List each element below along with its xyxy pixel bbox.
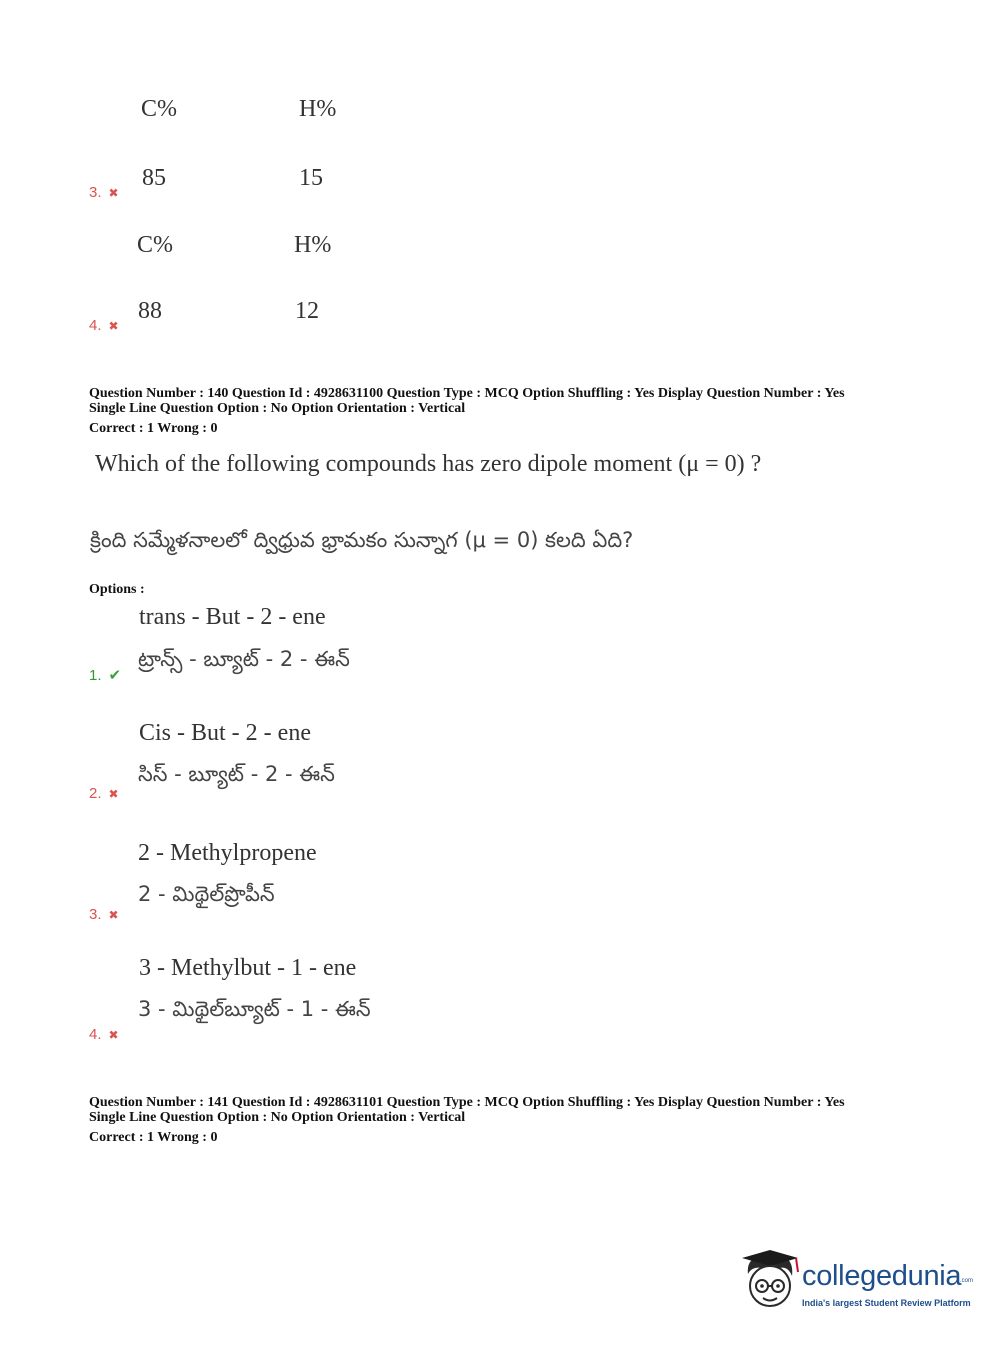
q140-option-4-marker: [89, 1026, 119, 1044]
q140-option-4-te: 3 - మిథైల్‌బ్యూట్ - 1 - ఈన్: [138, 997, 371, 1021]
q140-option-2-te: సిస్ - బ్యూట్ - 2 - ఈన్: [138, 762, 335, 786]
q140-meta-line1: Question Number : 140 Question Id : 4928631100 Question Type : MCQ Option Shuffling : Yes Display Question Number : Yes: [89, 386, 845, 401]
option-4-marker: [89, 317, 119, 335]
option-4-value-c: 88: [138, 298, 162, 324]
q140-option-1-marker: [89, 666, 121, 685]
logo-suffix: .com: [960, 1278, 974, 1284]
option-3-value-h: 15: [299, 165, 323, 191]
logo-wordmark: collegedunia: [802, 1260, 962, 1292]
q140-meta-line3: Correct : 1 Wrong : 0: [89, 421, 218, 436]
q141-meta-line2: Single Line Question Option : No Option Orientation : Vertical: [89, 1110, 466, 1125]
option-3-header-c: C%: [141, 96, 177, 122]
collegedunia-logo[interactable]: [740, 1248, 974, 1318]
wrong-icon: ✖: [108, 787, 119, 801]
wrong-icon: ✖: [108, 319, 119, 333]
q140-option-3-marker: [89, 906, 119, 924]
q140-option-2-marker: [89, 785, 119, 803]
q140-option-3-en: 2 - Methylpropene: [138, 840, 317, 866]
q141-meta-line3: Correct : 1 Wrong : 0: [89, 1130, 218, 1145]
option-number: 4.: [89, 1026, 102, 1043]
option-number: 3.: [89, 906, 102, 923]
option-4-header-c: C%: [137, 232, 173, 258]
options-label: Options :: [89, 582, 145, 597]
option-3-header-h: H%: [299, 96, 337, 122]
q140-option-1-te: ట్రాన్స్ - బ్యూట్ - 2 - ఈన్: [138, 647, 350, 671]
option-4-value-h: 12: [295, 298, 319, 324]
q140-option-4-en: 3 - Methylbut - 1 - ene: [139, 955, 357, 981]
option-4-header-h: H%: [294, 232, 332, 258]
checkmark-icon: ✔: [108, 666, 122, 684]
student-mascot-icon: [740, 1248, 802, 1314]
logo-tagline: India's largest Student Review Platform: [802, 1298, 971, 1308]
wrong-icon: ✖: [108, 908, 119, 922]
option-number: 2.: [89, 785, 102, 802]
wrong-icon: ✖: [108, 1028, 119, 1042]
option-number: 4.: [89, 317, 102, 334]
q140-option-1-en: trans - But - 2 - ene: [139, 604, 326, 630]
option-3-marker: [89, 184, 119, 202]
q140-meta-line2: Single Line Question Option : No Option Orientation : Vertical: [89, 401, 466, 416]
wrong-icon: ✖: [108, 186, 119, 200]
option-3-value-c: 85: [142, 165, 166, 191]
q140-question-te: క్రింది సమ్మేళనాలలో ద్విధ్రువ భ్రామకం సున్నాగ (μ = 0) కలది ఏది?: [90, 528, 634, 552]
option-number: 3.: [89, 184, 102, 201]
q140-question-en: Which of the following compounds has zero dipole moment (μ = 0) ?: [95, 451, 762, 477]
q141-meta-line1: Question Number : 141 Question Id : 4928631101 Question Type : MCQ Option Shuffling : Yes Display Question Number : Yes: [89, 1095, 845, 1110]
q140-option-3-te: 2 - మిథైల్‌ప్రొపీన్: [138, 882, 275, 906]
q140-option-2-en: Cis - But - 2 - ene: [139, 720, 311, 746]
option-number: 1.: [89, 667, 102, 684]
